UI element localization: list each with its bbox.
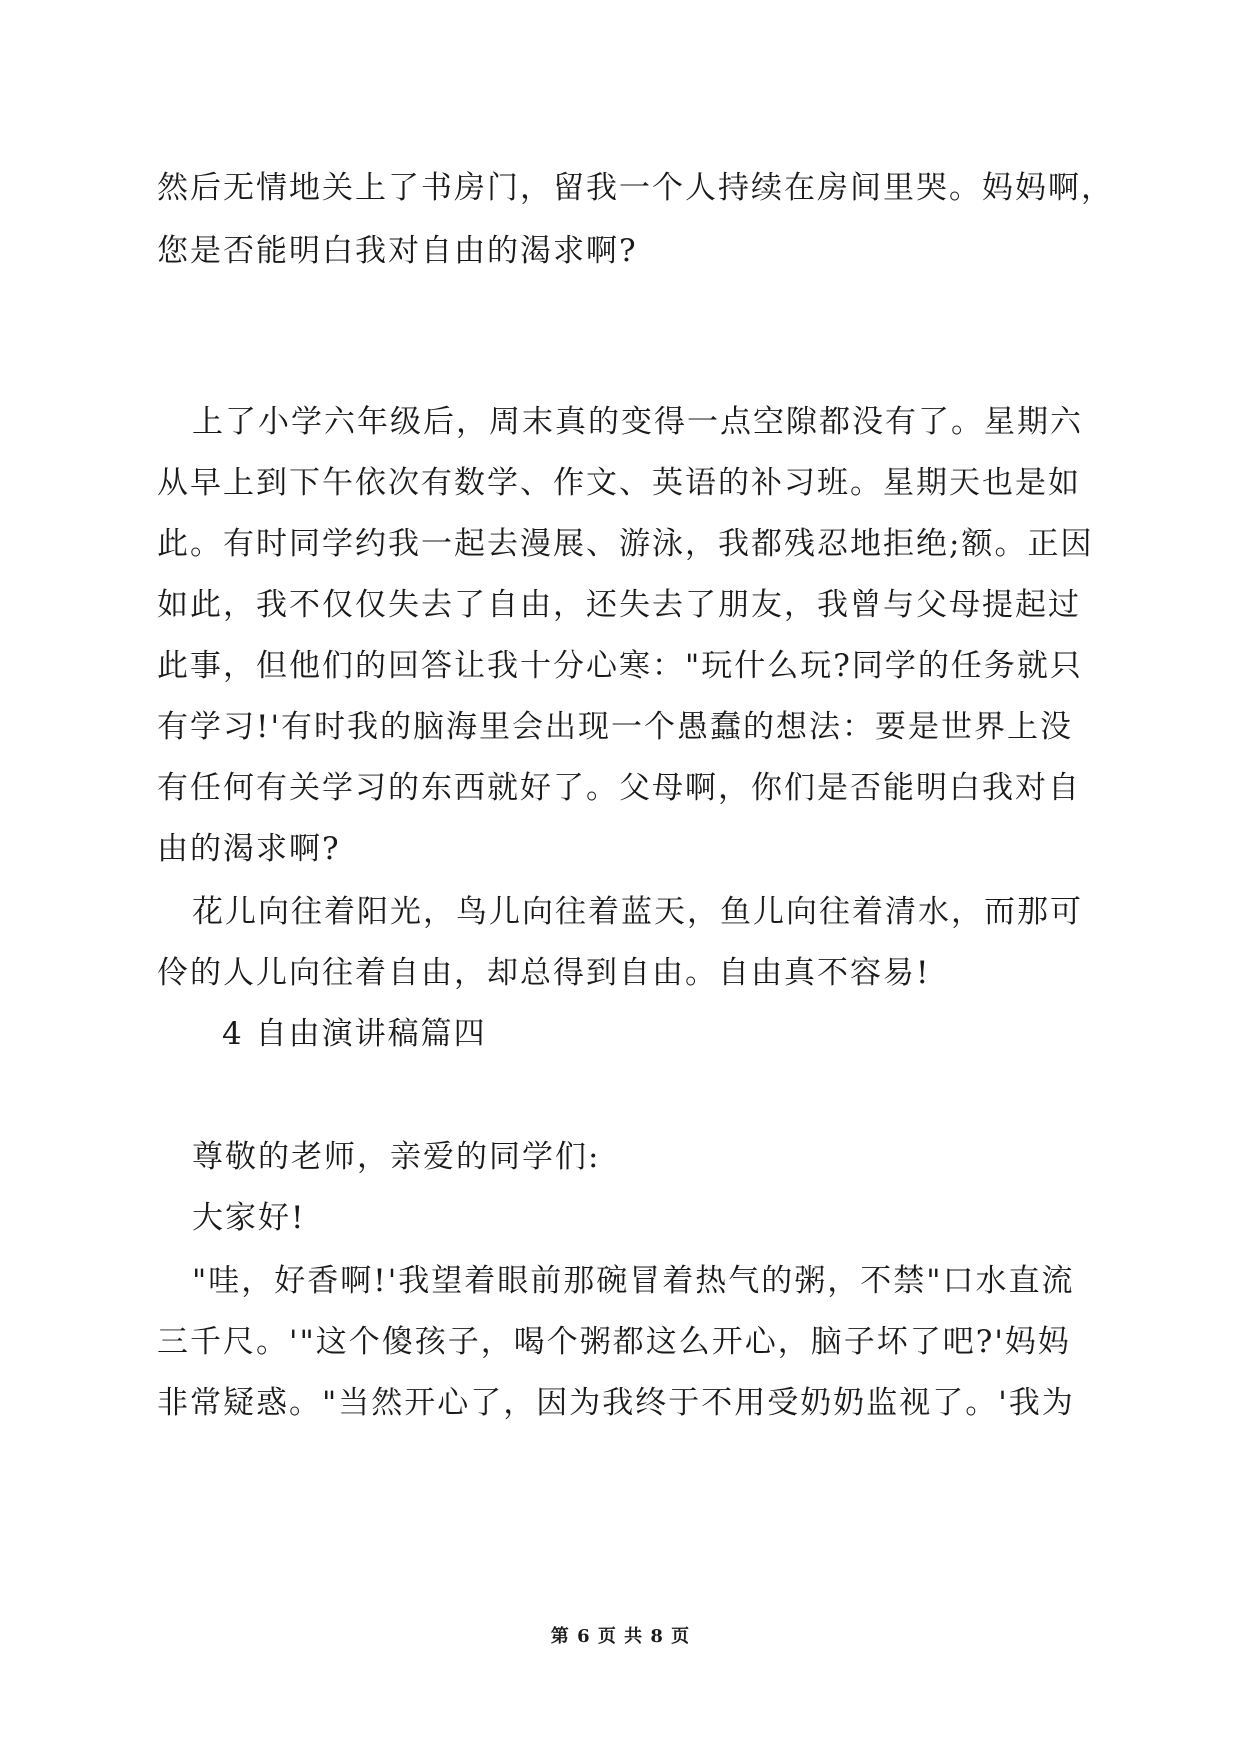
text-line: 上了小学六年级后，周末真的变得一点空隙都没有了。星期六 [192, 404, 1083, 440]
text-line: 伶的人儿向往着自由，却总得到自由。自由真不容易! [157, 955, 931, 991]
text-line: 大家好! [192, 1200, 306, 1236]
text-line: 三千尺。'"这个傻孩子，喝个粥都这么开心，脑子坏了吧?'妈妈 [157, 1324, 1071, 1360]
text-line: "哇，好香啊!'我望着眼前那碗冒着热气的粥，不禁"口水直流 [192, 1263, 1075, 1299]
text-line: 您是否能明白我对自由的渴求啊? [157, 233, 638, 269]
text-line: 如此，我不仅仅失去了自由，还失去了朋友，我曾与父母提起过 [157, 587, 1081, 623]
page-footer: 第 6 页 共 8 页 [550, 1626, 691, 1647]
text-line: 然后无情地关上了书房门，留我一个人持续在房间里哭。妈妈啊， [157, 170, 1114, 206]
text-line: 此。有时同学约我一起去漫展、游泳，我都残忍地拒绝;额。正因 [157, 526, 1094, 562]
section-heading: 4 自由演讲稿篇四 [222, 1016, 487, 1052]
text-line: 从早上到下午依次有数学、作文、英语的补习班。星期天也是如 [157, 465, 1081, 501]
text-line: 由的渴求啊? [157, 831, 341, 867]
text-line: 有任何有关学习的东西就好了。父母啊，你们是否能明白我对自 [157, 770, 1081, 806]
text-line: 尊敬的老师，亲爱的同学们: [192, 1139, 601, 1175]
text-line: 花儿向往着阳光，鸟儿向往着蓝天，鱼儿向往着清水，而那可 [192, 894, 1083, 930]
text-line: 有学习!'有时我的脑海里会出现一个愚蠢的想法：要是世界上没 [157, 709, 1073, 745]
text-line: 非常疑惑。"当然开心了，因为我终于不用受奶奶监视了。'我为 [157, 1385, 1075, 1421]
text-line: 此事，但他们的回答让我十分心寒："玩什么玩?同学的任务就只 [157, 648, 1083, 684]
